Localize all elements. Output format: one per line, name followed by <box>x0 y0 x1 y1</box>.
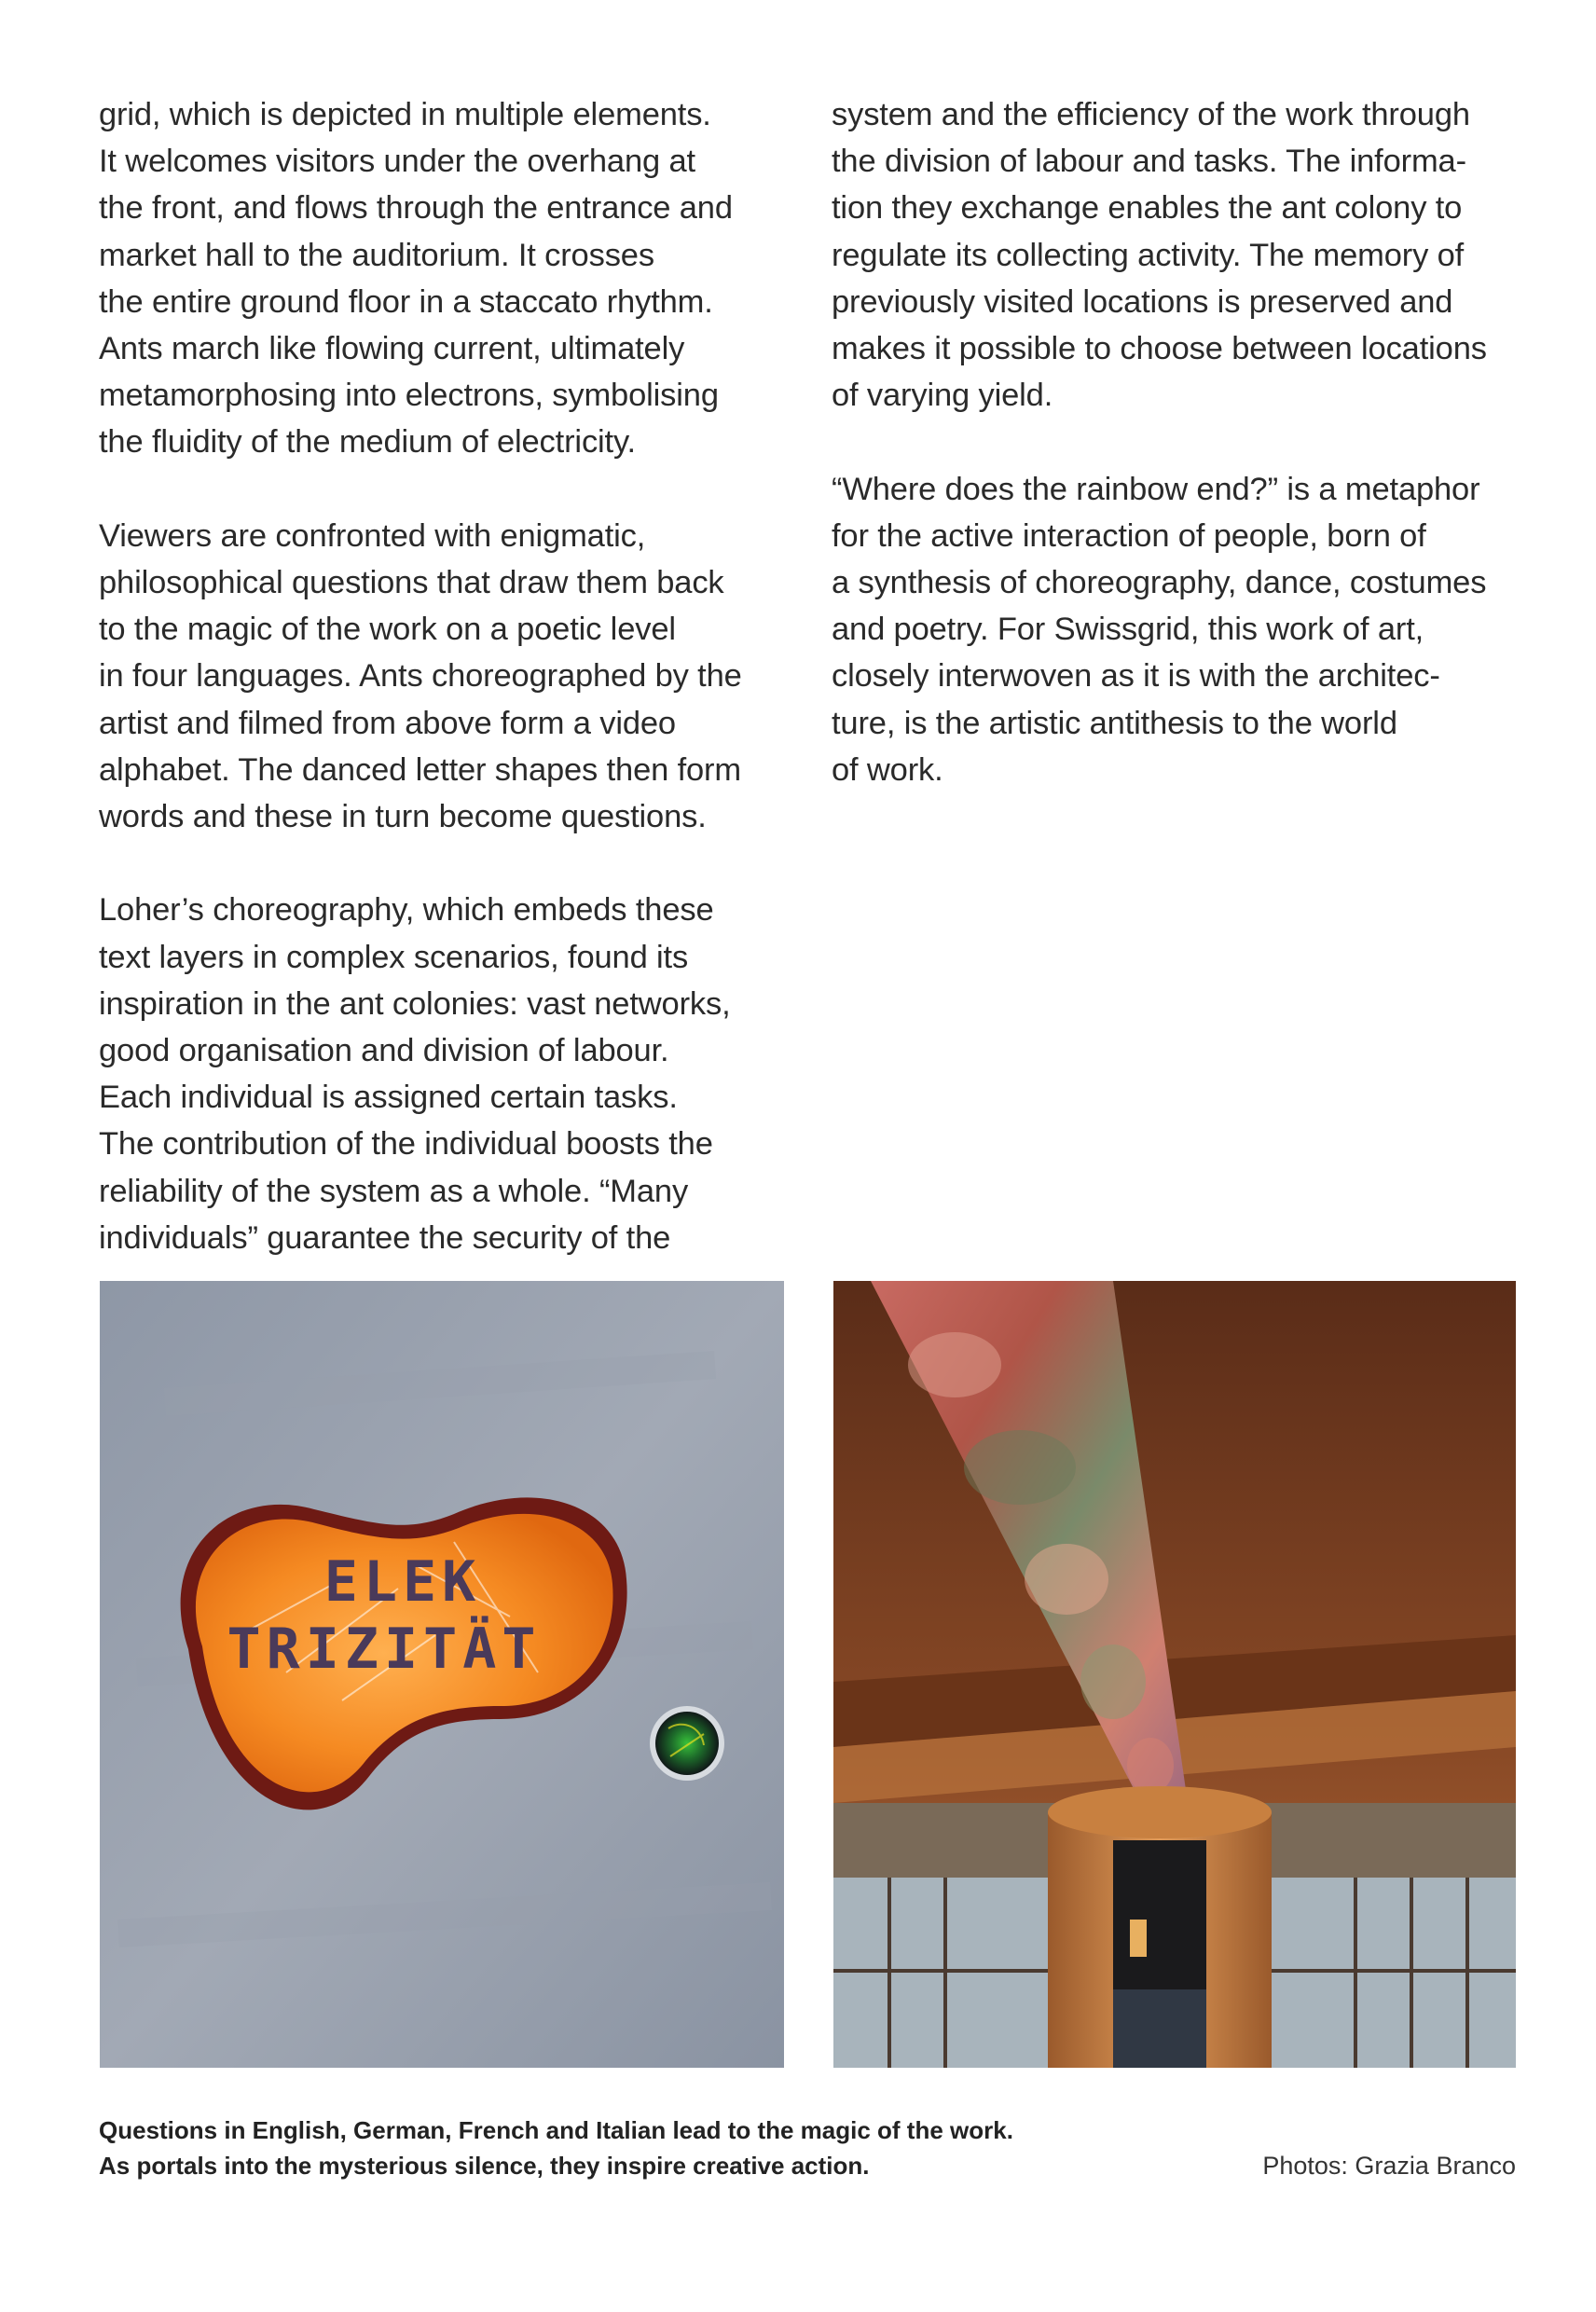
text-line: makes it possible to choose between locations <box>832 331 1487 367</box>
text-line: good organisation and division of labour. <box>99 1033 669 1069</box>
text-line: philosophical questions that draw them back <box>99 565 724 601</box>
text-line: in four languages. Ants choreographed by the <box>99 658 742 695</box>
text-line: for the active interaction of people, born of <box>832 517 1426 554</box>
text-line: words and these in turn become questions. <box>99 799 707 835</box>
text-line: grid, which is depicted in multiple elements. <box>99 97 711 132</box>
text-line: It welcomes visitors under the overhang at <box>99 144 695 180</box>
text-line: Viewers are confronted with enigmatic, <box>99 517 646 554</box>
text-line: the front, and flows through the entrance and <box>99 190 733 227</box>
right-text-column <box>832 91 1540 793</box>
text-line: system and the efficiency of the work through <box>832 97 1470 132</box>
text-line: the fluidity of the medium of electricity. <box>99 424 636 461</box>
text-line: reliability of the system as a whole. “Many <box>99 1173 689 1209</box>
text-line: previously visited locations is preserved and <box>832 283 1453 320</box>
text-line: alphabet. The danced letter shapes then form <box>99 751 741 788</box>
text-line: Ants march like flowing current, ultimately <box>99 331 685 367</box>
left-text-column <box>99 91 817 1261</box>
text-line: inspiration in the ant colonies: vast networks, <box>99 985 731 1022</box>
text-line: of work. <box>832 751 943 788</box>
paragraph <box>832 91 1540 419</box>
text-line: the division of labour and tasks. The informa- <box>832 144 1466 180</box>
text-line: market hall to the auditorium. It crosses <box>99 237 654 273</box>
caption-line-2: As portals into the mysterious silence, they inspire creative action. <box>99 2152 870 2180</box>
text-line: and poetry. For Swissgrid, this work of art, <box>832 612 1424 648</box>
text-line: Each individual is assigned certain tasks. <box>99 1080 678 1116</box>
paragraph <box>99 887 817 1261</box>
paragraph <box>99 91 817 466</box>
photo-caption <box>99 2112 1013 2183</box>
text-line: of varying yield. <box>832 378 1053 414</box>
text-line: tion they exchange enables the ant colony to <box>832 190 1463 227</box>
text-line: metamorphosing into electrons, symbolising <box>99 378 719 414</box>
text-line: text layers in complex scenarios, found its <box>99 939 689 975</box>
text-line: Loher’s choreography, which embeds these <box>99 892 714 929</box>
photo-lobby-ceiling <box>833 1281 1516 2068</box>
text-line: individuals” guarantee the security of the <box>99 1219 671 1256</box>
photo-credit: Photos: Grazia Branco <box>1262 2152 1516 2180</box>
text-line: “Where does the rainbow end?” is a metaphor <box>832 471 1480 507</box>
paragraph <box>832 466 1540 793</box>
screen-text-line2: TRIZITÄT <box>227 1617 542 1682</box>
photo-wall-screen <box>100 1281 784 2068</box>
text-line: a synthesis of choreography, dance, costumes <box>832 565 1487 601</box>
paragraph <box>99 513 817 840</box>
text-line: regulate its collecting activity. The memory of <box>832 237 1465 273</box>
screen-text-line1: ELEK <box>323 1549 482 1615</box>
text-line: artist and filmed from above form a video <box>99 705 676 741</box>
text-line: ture, is the artistic antithesis to the world <box>832 705 1397 741</box>
text-line: The contribution of the individual boosts the <box>99 1126 713 1163</box>
text-line: closely interwoven as it is with the architec- <box>832 658 1440 695</box>
caption-line-1: Questions in English, German, French and Italian lead to the magic of the work. <box>99 2116 1013 2144</box>
text-line: to the magic of the work on a poetic level <box>99 612 676 648</box>
text-line: the entire ground floor in a staccato rhythm. <box>99 283 713 320</box>
